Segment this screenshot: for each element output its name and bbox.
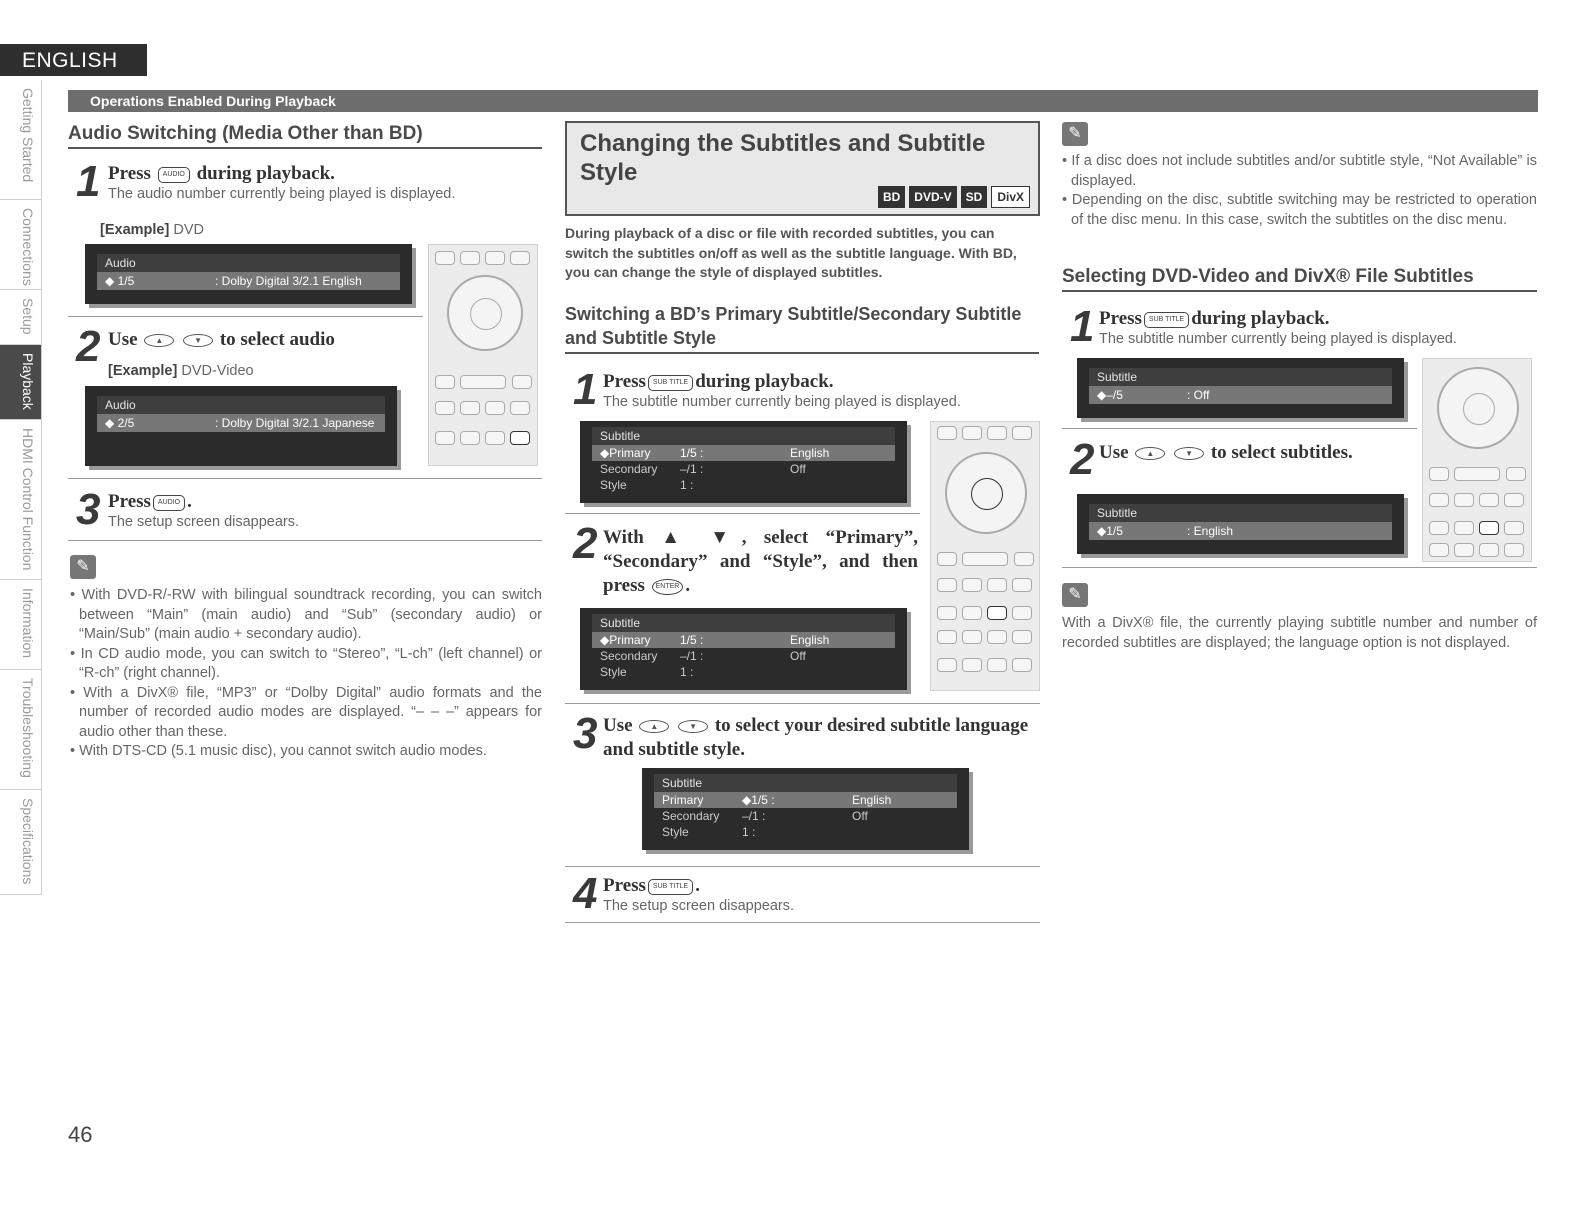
down-arrow-icon: ▼ <box>678 720 708 733</box>
osd-row: ◆–/5 : Off <box>1089 386 1392 404</box>
step-number: 1 <box>1070 302 1095 351</box>
step-title: Press SUB TITLE . <box>603 875 700 896</box>
step-number: 3 <box>573 709 598 758</box>
sidebar-item-label: Connections <box>19 208 36 286</box>
badge-bd: BD <box>878 186 905 208</box>
step-title: Use ▲ ▼ to select audio <box>108 329 335 350</box>
step-text: Press <box>108 163 151 184</box>
sidebar-item-setup[interactable] <box>0 290 42 345</box>
step-number: 4 <box>573 869 598 918</box>
sidebar-item-hdmi-control-function[interactable] <box>0 420 42 580</box>
step-title: With ▲ ▼, select “Primary”, “Secondary” and “Style”, and then press ENTER . <box>603 527 918 596</box>
sidebar-item-label: Setup <box>19 298 36 335</box>
osd-row: ◆Primary 1/5 : English <box>592 445 895 461</box>
cursor-ring-icon <box>447 275 523 351</box>
audio-notes-list <box>70 586 542 762</box>
section-bar: Operations Enabled During Playback <box>68 90 1538 112</box>
chapter-sidebar <box>0 80 42 895</box>
step-number: 1 <box>76 157 101 206</box>
osd-row: ◆ 2/5 : Dolby Digital 3/2.1 Japanese <box>97 414 385 432</box>
note-item: • If a disc does not include subtitles and/or subtitle style, “Not Available” is displayed. <box>1062 152 1537 191</box>
subtitle-osd-screen <box>1077 358 1404 418</box>
divider <box>68 478 542 479</box>
osd-title: Subtitle <box>592 614 895 632</box>
subtitle-section-title-box <box>565 121 1040 216</box>
sidebar-item-playback[interactable] <box>0 345 42 420</box>
sidebar-item-label: Playback <box>19 353 36 410</box>
remote-control-illustration <box>428 244 538 466</box>
osd-title: Subtitle <box>654 774 957 792</box>
divx-note: With a DivX® file, the currently playing subtitle number and number of recorded subtitles are displayed; the language option is not displayed. <box>1062 615 1537 651</box>
subtitle-button-icon: SUB TITLE <box>1144 312 1189 328</box>
language-tab: ENGLISH <box>0 44 147 76</box>
step-description: The subtitle number currently being played is displayed. <box>603 394 961 410</box>
step-number: 1 <box>573 365 598 414</box>
divider <box>565 866 1040 867</box>
sidebar-item-label: HDMI Control Function <box>19 428 36 571</box>
audio-osd-screen <box>85 244 412 304</box>
up-arrow-icon: ▲ <box>639 720 669 733</box>
step-text: during playback. <box>196 163 335 184</box>
audio-switching-heading: Audio Switching (Media Other than BD) <box>68 123 542 149</box>
osd-row: Style 1 : <box>600 665 694 679</box>
step-title: Use ▲ ▼ to select your desired subtitle language and subtitle style. <box>603 715 1029 760</box>
bd-subtitle-heading: Switching a BD’s Primary Subtitle/Secondary Subtitle and Subtitle Style <box>565 302 1039 354</box>
osd-row: ◆1/5 : English <box>1089 522 1392 540</box>
enter-button-icon: ENTER <box>652 579 684 595</box>
note-item: • With DTS-CD (5.1 music disc), you cannot switch audio modes. <box>70 742 542 762</box>
step-description: The subtitle number currently being played is displayed. <box>1099 331 1457 347</box>
step-title: Press SUB TITLE during playback. <box>1099 308 1330 329</box>
subtitle-osd-screen <box>580 421 907 503</box>
sidebar-item-getting-started[interactable] <box>0 80 42 200</box>
step-title: Press SUB TITLE during playback. <box>603 371 834 392</box>
subtitle-button-icon: SUB TITLE <box>648 879 693 895</box>
note-item: • Depending on the disc, subtitle switching may be restricted to operation of the disc menu. In this case, switch the subtitles on the disc menu. <box>1062 191 1537 230</box>
badge-divx: DivX <box>991 186 1030 208</box>
osd-row: ◆Primary 1/5 : English <box>592 632 895 648</box>
subtitle-button-icon: SUB TITLE <box>648 375 693 391</box>
remote-control-illustration <box>930 421 1040 691</box>
osd-title: Audio <box>97 254 400 272</box>
divider <box>565 513 920 514</box>
divider <box>565 703 1040 704</box>
divider <box>565 922 1040 923</box>
step-title: Press AUDIO . <box>108 491 192 512</box>
osd-row: Style 1 : <box>662 825 756 839</box>
sidebar-item-troubleshooting[interactable] <box>0 670 42 790</box>
osd-row: ◆ 1/5 : Dolby Digital 3/2.1 English <box>97 272 400 290</box>
note-pencil-icon: ✎ <box>70 555 96 579</box>
section-title: Changing the Subtitles and Subtitle Style <box>580 130 986 186</box>
sidebar-item-label: Information <box>19 588 36 659</box>
step-number: 2 <box>1070 435 1095 484</box>
osd-row: Style 1 : <box>600 478 694 492</box>
subtitle-osd-screen <box>642 768 969 850</box>
up-arrow-icon: ▲ <box>144 334 174 347</box>
osd-title: Subtitle <box>1089 368 1392 386</box>
subtitle-osd-screen <box>1077 494 1404 554</box>
osd-title: Subtitle <box>1089 504 1392 522</box>
osd-row: Secondary –/1 : Off <box>600 462 806 476</box>
sidebar-item-specifications[interactable] <box>0 790 42 895</box>
example-label: [Example] DVD <box>100 222 204 238</box>
osd-row: Primary ◆1/5 : English <box>654 792 957 808</box>
divider <box>1062 428 1417 429</box>
page-number: 46 <box>68 1122 93 1147</box>
sidebar-item-label: Specifications <box>19 798 36 885</box>
audio-button-icon: AUDIO <box>158 167 190 183</box>
note-item: • In CD audio mode, you can switch to “Stereo”, “L-ch” (left channel) or “R-ch” (right channel). <box>70 645 542 684</box>
step-number: 2 <box>76 322 101 371</box>
divider <box>68 316 423 317</box>
audio-osd-screen <box>85 386 397 466</box>
osd-title: Audio <box>97 396 385 414</box>
sidebar-item-information[interactable] <box>0 580 42 670</box>
osd-row: Secondary –/1 : Off <box>662 809 868 823</box>
divider <box>68 540 542 541</box>
up-arrow-icon: ▲ <box>1135 447 1165 460</box>
subtitle-osd-screen <box>580 608 907 690</box>
example-label: [Example] DVD-Video <box>108 363 254 379</box>
step-title <box>108 163 335 185</box>
media-badges <box>878 186 1030 208</box>
note-item: • With a DivX® file, “MP3” or “Dolby Digital” audio formats and the number of recorded audio modes are displayed. “– – –” appears for audio other than these. <box>70 684 542 743</box>
step-number: 2 <box>573 519 598 568</box>
sidebar-item-connections[interactable] <box>0 200 42 290</box>
note-item: • With DVD-R/-RW with bilingual soundtrack recording, you can switch between “Main” (main audio) and “Sub” (secondary audio) or “Main/Sub” (main audio + secondary audio). <box>70 586 542 645</box>
audio-button-icon: AUDIO <box>153 495 185 511</box>
cursor-ring-icon <box>945 452 1027 534</box>
step-title: Use ▲ ▼ to select subtitles. <box>1099 442 1353 463</box>
badge-sd: SD <box>961 186 988 208</box>
badge-dvdv: DVD-V <box>909 186 956 208</box>
divider <box>1062 567 1537 568</box>
osd-row: Secondary –/1 : Off <box>600 649 806 663</box>
sidebar-item-label: Troubleshooting <box>19 678 36 778</box>
note-pencil-icon: ✎ <box>1062 583 1088 607</box>
note-pencil-icon: ✎ <box>1062 122 1088 146</box>
step-description: The setup screen disappears. <box>108 514 300 530</box>
down-arrow-icon: ▼ <box>183 334 213 347</box>
step-description: The audio number currently being played is displayed. <box>108 186 456 202</box>
cursor-ring-icon <box>1437 367 1519 449</box>
remote-control-illustration <box>1422 358 1532 562</box>
dvd-divx-subtitle-heading: Selecting DVD-Video and DivX® File Subtitles <box>1062 266 1537 292</box>
down-arrow-icon: ▼ <box>1174 447 1204 460</box>
intro-paragraph: During playback of a disc or file with recorded subtitles, you can switch the subtitles on/off as well as the subtitle language. With BD, you can change the style of displayed subtitles. <box>565 225 1017 280</box>
step-description: The setup screen disappears. <box>603 898 795 914</box>
step-number: 3 <box>76 485 101 534</box>
osd-title: Subtitle <box>592 427 895 445</box>
subtitle-notes-list <box>1062 152 1537 230</box>
sidebar-item-label: Getting Started <box>19 88 36 183</box>
